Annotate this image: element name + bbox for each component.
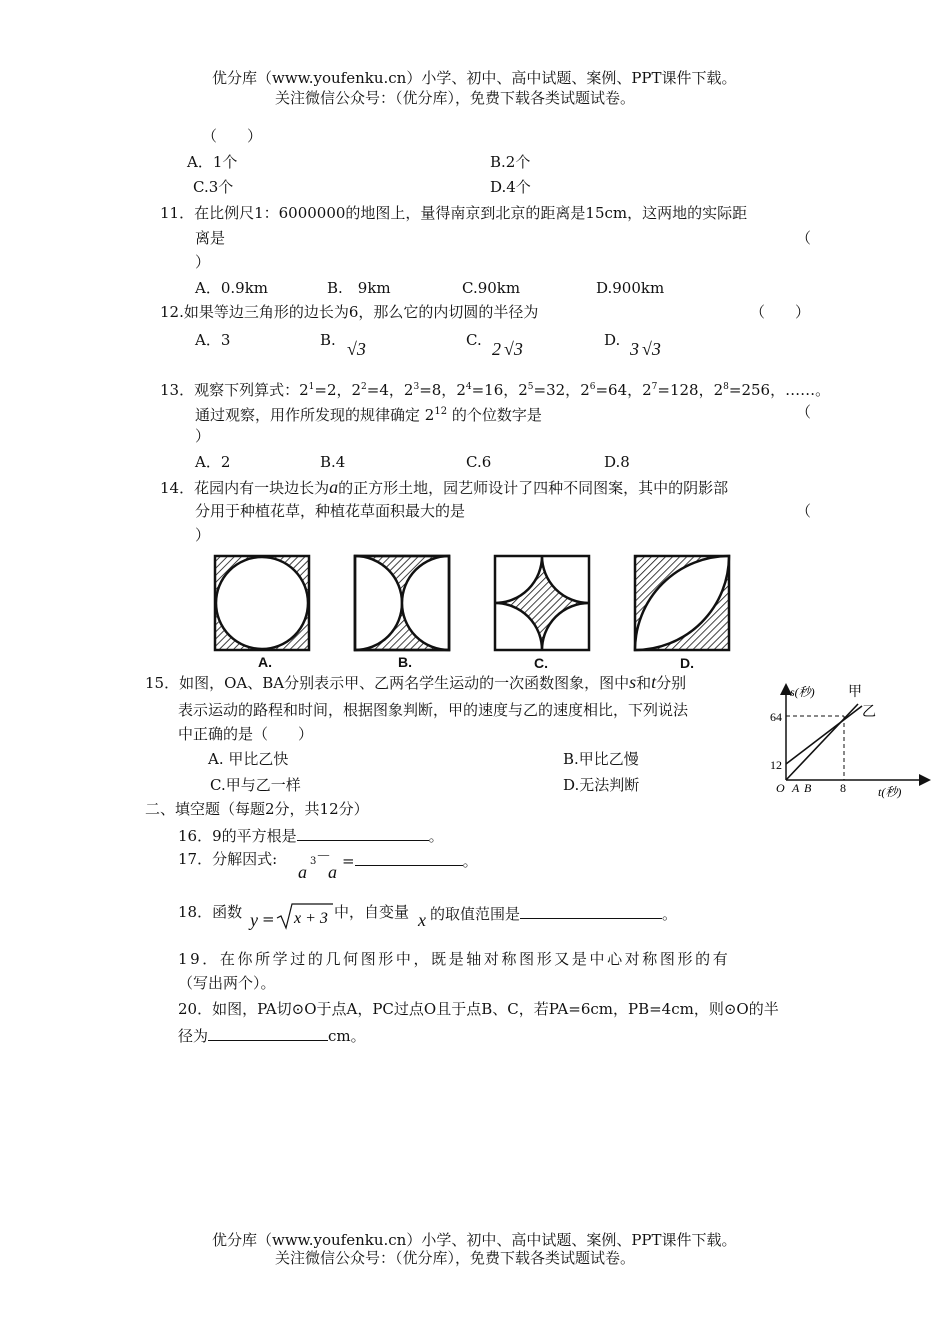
q20-line2-a: 径为 [178,1027,209,1045]
q12-option-d-coef: 3 [630,339,639,359]
q10-option-a: A．1个 [187,153,238,171]
q15-line1-a: 15．如图，OA、BA分别表示甲、乙两名学生运动的一次函数图象，图中 [145,674,630,692]
q13-power-base: 2 [580,381,590,399]
graph-point-a: A [792,781,800,795]
q15-stem-line-3: 中正确的是（ ） [178,725,314,743]
q14-label-c: C. [534,655,548,671]
q13-line2-exp: 12 [434,406,448,417]
q13-power-result: =8， [419,381,457,399]
figure-c [495,556,589,650]
q13-line2-suffix: 的个位数字是 [447,406,542,424]
q14-stem-line-2: 分用于种植花草，种植花草面积最大的是 [195,502,466,520]
q12-stem: 12.如果等边三角形的边长为6，那么它的内切圆的半径为 [160,303,539,321]
q13-option-a: A．2 [195,453,231,471]
q13-power-base: 2 [518,381,528,399]
line-jia [786,704,858,780]
q13-power-exp: 5 [527,382,534,392]
q12-answer-paren: （ ） [750,303,811,321]
q13-power-exp: 8 [723,382,729,392]
q17-expr-b: a [328,862,337,882]
q11-option-b: B. 9km [327,279,391,297]
q13-power-exp: 4 [465,382,472,392]
q17-answer [342,849,478,871]
q20-answer-blank[interactable] [208,1024,328,1041]
q15-option-d: D.无法判断 [563,776,640,794]
q15-stem-line-1 [145,672,686,693]
q18-eq: = [262,910,275,928]
q13-option-d: D.8 [604,453,630,471]
q13-power-base: 2 [351,381,362,399]
q15-var-t: t [651,672,657,692]
q12-option-b-value: √3 [347,339,366,359]
q13-power-result: =2， [314,381,352,399]
graph-y-label: s(秒) [790,685,815,699]
q13-power-base: 2 [403,381,414,399]
graph-tick-8: 8 [840,781,846,795]
q13-power-exp: 7 [651,382,658,392]
q12-option-c-coef: 2 [492,339,501,359]
q11-stem-line-2: 离是 [195,229,226,247]
q12-option-d-label: D. [604,331,621,349]
graph-tick-64: 64 [770,710,782,724]
q13-power-exp: 1 [308,382,315,392]
q15-option-b: B.甲比乙慢 [563,750,639,768]
footer-line-1: 优分库（www.youfenku.cn）小学、初中、高中试题、案例、PPT课件下载。 [212,1231,737,1249]
header-line-2: 关注微信公众号：（优分库），免费下载各类试题试卷。 [275,89,636,107]
q18-end: 。 [662,905,678,923]
header-line-1: 优分库（www.youfenku.cn）小学、初中、高中试题、案例、PPT课件下载。 [212,69,737,87]
q14-label-d: D. [680,655,694,671]
q20-line-2 [178,1024,366,1046]
q16-text: 16．9的平方根是 [178,827,297,845]
q13-powers [299,381,830,399]
q15-line1-c: 分别 [656,674,687,692]
q17-expr-a: a [298,862,307,882]
q13-power-result: =256，……。 [728,381,831,399]
q13-option-b: B.4 [320,453,346,471]
q18-tail [430,902,677,924]
q10-answer-paren: （ ） [202,127,263,145]
q17-minus: － [316,847,332,865]
q18-y: y [250,910,258,930]
q18-text: 18．函数 [178,903,243,921]
q13-power-result: =16， [471,381,519,399]
q11-paren-open: （ [796,229,812,247]
q17-eq: = [342,852,355,870]
q13-power-base: 2 [456,381,466,399]
q12-option-a: A．3 [195,331,231,349]
q13-power-base: 2 [299,381,309,399]
q13-power-exp: 2 [361,382,367,392]
q14-stem-line-1 [160,477,728,498]
q17-answer-blank[interactable] [355,849,463,866]
graph-tick-12: 12 [770,758,782,772]
q11-option-d: D.900km [596,279,665,297]
q20-line-1: 20．如图，PA切⊙O于点A，PC过点O且于点B、C，若PA=6cm，PB=4cm，则⊙O的半 [178,1000,779,1018]
q13-power-result: =128， [657,381,714,399]
q14-paren-close: ） [195,526,211,544]
q11-option-a: A．0.9km [195,279,269,297]
q18-x: x [418,910,426,930]
q17-expr-exp: 3 [310,856,317,867]
q17-text: 17．分解因式: [178,850,278,868]
q18-answer-blank[interactable] [520,902,662,919]
q13-stem-line-2 [195,402,542,425]
q11-option-c: C.90km [462,279,521,297]
q19-line-1: 19．在你所学过的几何图形中，既是轴对称图形又是中心对称图形的有 [178,950,731,968]
q12-option-c-root: √3 [504,339,523,359]
graph-point-b: B [804,781,812,795]
q12-option-c-label: C. [466,331,482,349]
q15-line1-b: 和 [636,674,652,692]
q11-stem-line-1: 11．在比例尺1：6000000的地图上，量得南京到北京的距离是15cm，这两地的实际距 [160,204,748,222]
q14-label-a: A. [258,654,272,670]
q13-power-result: =32， [533,381,581,399]
graph-x-label: t(秒) [878,785,902,799]
q14-label-b: B. [398,654,412,670]
q12-option-b-label: B. [320,331,336,349]
q10-option-b: B.2个 [490,153,531,171]
q13-prefix: 13．观察下列算式： [160,381,300,399]
q13-power-exp: 3 [413,382,420,392]
q15-option-a: A. 甲比乙快 [208,750,289,768]
figure-a [215,556,309,650]
graph-label-yi: 乙 [862,704,876,720]
q13-line2-prefix: 通过观察，用作所发现的规律确定 2 [195,406,435,424]
q18-mid: 中，自变量 [334,903,410,921]
graph-origin: O [776,781,785,795]
q13-power-base: 2 [642,381,652,399]
q13-power-result: =4， [366,381,404,399]
q15-graph [756,678,936,800]
line-yi [786,706,862,764]
q13-paren-open: （ [796,403,812,421]
q16-end: 。 [428,827,444,845]
q12-option-d-root: √3 [642,339,661,359]
q17-end: 。 [462,852,478,870]
figure-d [635,556,729,650]
q14-paren-open: （ [796,502,812,520]
q20-line2-b: cm。 [328,1027,366,1045]
q15-stem-line-2: 表示运动的路程和时间，根据图象判断，甲的速度与乙的速度相比，下列说法 [178,701,689,719]
q15-var-s: s [629,672,637,692]
q10-option-c: C.3个 [193,178,234,196]
q18-radicand: x + 3 [294,910,328,927]
q13-paren-close: ） [195,427,211,445]
q16-answer-blank[interactable] [297,824,429,841]
q18-tail-text: 的取值范围是 [430,905,521,923]
q16 [178,824,444,846]
q10-option-d: D.4个 [490,178,531,196]
q15-option-c: C.甲与乙一样 [210,776,301,794]
q14-prefix: 14．花园内有一块边长为 [160,479,330,497]
figure-b [355,556,449,650]
q18-radical [276,902,334,930]
q11-paren-close: ） [195,253,211,271]
graph-label-jia: 甲 [848,684,862,700]
q13-option-c: C.6 [466,453,492,471]
q14-suffix: 的正方形土地，园艺师设计了四种不同图案，其中的阴影部 [338,479,729,497]
q13-power-result: =64， [595,381,643,399]
section2-title: 二、填空题（每题2分，共12分） [145,800,369,818]
q19-line-2: （写出两个）。 [178,974,276,992]
q13-stem-line-1 [160,377,830,400]
footer-line-2: 关注微信公众号：（优分库），免费下载各类试题试卷。 [275,1249,636,1267]
q13-power-exp: 6 [589,382,596,392]
q13-power-base: 2 [713,381,724,399]
q14-var-a: a [329,477,339,497]
